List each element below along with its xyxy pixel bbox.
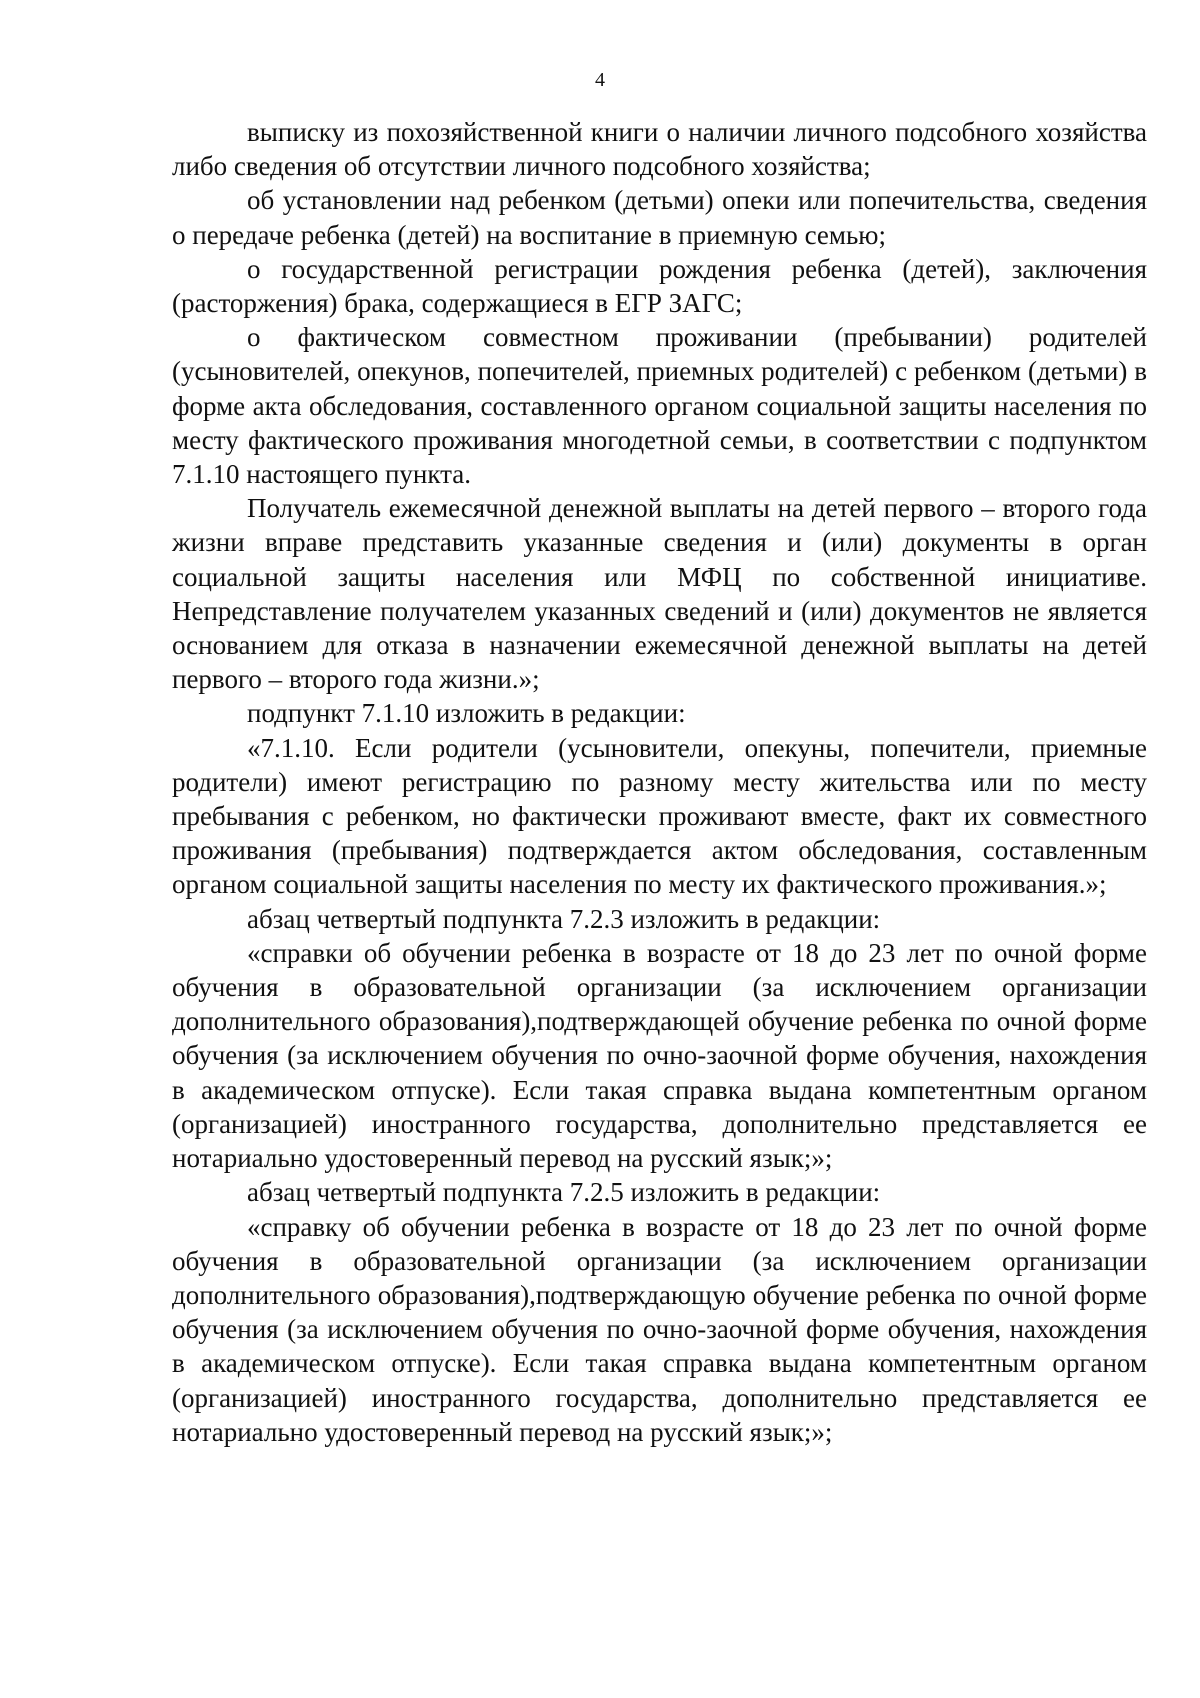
paragraph-text-7-2-3: «справки об обучении ребенка в возрасте от 18 до 23 лет по очной форме обучения в образовательной организации (за исключением организации дополнительного образования),подтверждающей обучение ребенка по очной форме обучения (за исключением обучения по очно-заочной форме обучения, нахождения в академическом отпуске). Если такая справка выдана компетентным органом (организацией) иностранного государства, дополнительно представляется ее нотариально удостоверенный перевод на русский язык;»; bbox=[172, 937, 1147, 1174]
paragraph-amend-7-2-3: абзац четвертый подпункта 7.2.3 изложить в редакции: bbox=[247, 903, 881, 934]
paragraph-state-registration: о государственной регистрации рождения ребенка (детей), заключения (расторжения) брака, содержащиеся в ЕГР ЗАГС; bbox=[172, 253, 1147, 319]
document-body bbox=[172, 115, 1147, 1449]
paragraph-amend-7-2-5: абзац четвертый подпункта 7.2.5 изложить в редакции: bbox=[247, 1177, 881, 1208]
paragraph-household-book-extract: выписку из похозяйственной книги о наличии личного подсобного хозяйства либо сведения об отсутствии личного подсобного хозяйства; bbox=[172, 117, 1147, 182]
paragraph-text-7-2-5: «справку об обучении ребенка в возрасте от 18 до 23 лет по очной форме обучения в образовательной организации (за исключением организации дополнительного образования),подтверждающую обучение ребенка по очной форме обучения (за исключением обучения по очно-заочной форме обучения, нахождения в академическом отпуске). Если такая справка выдана компетентным органом (организацией) иностранного государства, дополнительно представляется ее нотариально удостоверенный перевод на русский язык;»; bbox=[172, 1211, 1147, 1447]
page-number: 4 bbox=[595, 69, 605, 91]
paragraph-cohabitation: о фактическом совместном проживании (пребывании) родителей (усыновителей, опекунов, попечителей, приемных родителей) с ребенком (детьми) в форме акта обследования, составленного органом социальной защиты населения по месту фактического проживания многодетной семьи, в соответствии с подпунктом 7.1.10 настоящего пункта. bbox=[172, 322, 1147, 490]
paragraph-text-7-1-10: «7.1.10. Если родители (усыновители, опекуны, попечители, приемные родители) имеют регистрацию по разному месту жительства или по месту пребывания с ребенком, но фактически проживают вместе, факт их совместного проживания (пребывания) подтверждается актом обследования, составленным органом социальной защиты населения по месту их фактического проживания.»; bbox=[172, 732, 1147, 900]
paragraph-amend-7-1-10: подпункт 7.1.10 изложить в редакции: bbox=[247, 698, 686, 729]
paragraph-guardianship: об установлении над ребенком (детьми) опеки или попечительства, сведения о передаче ребенка (детей) на воспитание в приемную семью; bbox=[172, 185, 1147, 250]
paragraph-recipient-right: Получатель ежемесячной денежной выплаты на детей первого – второго года жизни вправе представить указанные сведения и (или) документы в орган социальной защиты населения или МФЦ по собственной инициативе. Непредставление получателем указанных сведений и (или) документов не является основанием для отказа в назначении ежемесячной денежной выплаты на детей первого – второго года жизни.»; bbox=[172, 493, 1147, 695]
